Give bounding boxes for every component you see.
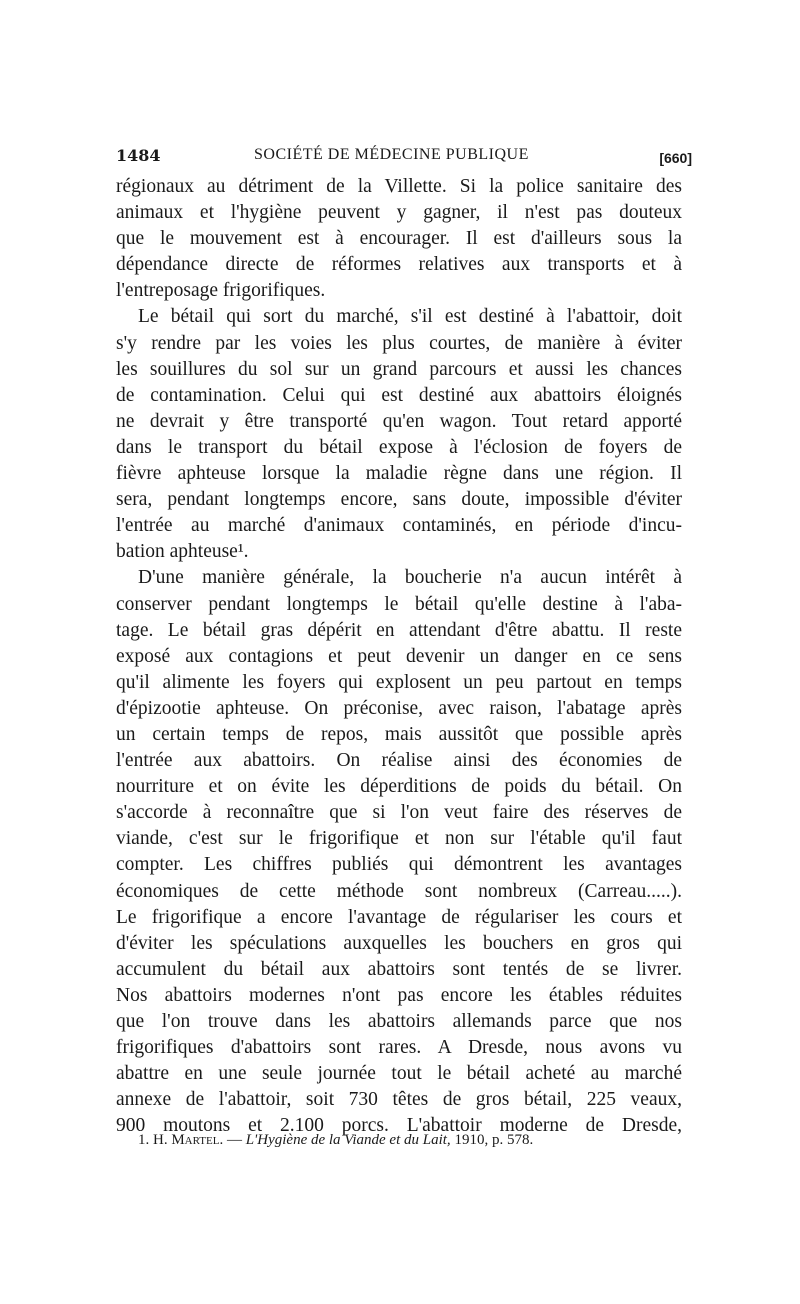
text-line: bation aphteuse¹. — [116, 541, 249, 563]
text-line: l'entreposage frigorifiques. — [116, 280, 326, 302]
text-line: dépendance directe de réformes relatives aux transports et à — [116, 254, 682, 276]
footnote-author: H. Martel. — [153, 1132, 224, 1148]
text-line: Le frigorifique a encore l'avantage de régulariser les cours et — [116, 906, 682, 928]
text-line: Nos abattoirs modernes n'ont pas encore les étables réduites — [116, 984, 682, 1006]
text-line: s'y rendre par les voies les plus courtes, de manière à éviter — [116, 332, 682, 354]
text-line: fièvre aphteuse lorsque la maladie règne dans une région. Il — [116, 463, 682, 485]
text-line: sera, pendant longtemps encore, sans doute, impossible d'éviter — [116, 489, 682, 511]
text-line: de contamination. Celui qui est destiné aux abattoirs éloignés — [116, 384, 682, 406]
footnote — [138, 1132, 533, 1149]
text-line: d'épizootie aphteuse. On préconise, avec raison, l'abatage après — [116, 697, 682, 719]
text-line: conserver pendant longtemps le bétail qu'elle destine à l'aba- — [116, 593, 682, 615]
footnote-dash: — — [223, 1132, 246, 1148]
page-number: 1484 — [116, 146, 161, 165]
running-header — [116, 146, 692, 172]
text-line: nourriture et on évite les déperditions de poids du bétail. On — [116, 776, 682, 798]
footnote-marker: 1. — [138, 1132, 153, 1148]
text-line: économiques de cette méthode sont nombreux (Carreau.....). — [116, 880, 682, 902]
footnote-book-title: L'Hygiène de la Viande et du Lait, — [245, 1132, 451, 1148]
text-line: D'une manière générale, la boucherie n'a aucun intérêt à — [138, 567, 682, 589]
text-line: compter. Les chiffres publiés qui démontrent les avantages — [116, 854, 682, 876]
text-line: viande, c'est sur le frigorifique et non sur l'étable qu'il faut — [116, 828, 682, 850]
text-line: annexe de l'abattoir, soit 730 têtes de gros bétail, 225 veaux, — [116, 1089, 682, 1111]
text-line: les souillures du sol sur un grand parcours et aussi les chances — [116, 358, 682, 380]
text-line: dans le transport du bétail expose à l'éclosion de foyers de — [116, 436, 682, 458]
text-line: ne devrait y être transporté qu'en wagon. Tout retard apporté — [116, 410, 682, 432]
text-line: l'entrée au marché d'animaux contaminés, en période d'incu- — [116, 515, 682, 537]
text-line: régionaux au détriment de la Villette. Si la police sanitaire des — [116, 176, 682, 197]
text-line: accumulent du bétail aux abattoirs sont tentés de se livrer. — [116, 958, 682, 980]
text-line: que le mouvement est à encourager. Il est d'ailleurs sous la — [116, 228, 682, 250]
section-number: [660] — [659, 150, 692, 166]
footnote-details: 1910, p. 578. — [450, 1132, 534, 1148]
text-line: s'accorde à reconnaître que si l'on veut faire des réserves de — [116, 802, 682, 824]
running-title: SOCIÉTÉ DE MÉDECINE PUBLIQUE — [254, 146, 529, 163]
text-line: qu'il alimente les foyers qui explosent un peu partout en temps — [116, 671, 682, 693]
text-line: frigorifiques d'abattoirs sont rares. A Dresde, nous avons vu — [116, 1037, 682, 1059]
text-line: tage. Le bétail gras dépérit en attendant d'être abattu. Il reste — [116, 619, 682, 641]
text-line: 900 moutons et 2.100 porcs. L'abattoir moderne de Dresde, — [116, 1115, 682, 1137]
text-line: exposé aux contagions et peut devenir un danger en ce sens — [116, 645, 682, 667]
text-line: que l'on trouve dans les abattoirs allemands parce que nos — [116, 1011, 682, 1032]
text-line: un certain temps de repos, mais aussitôt que possible après — [116, 723, 682, 745]
text-line: d'éviter les spéculations auxquelles les bouchers en gros qui — [116, 932, 682, 954]
page — [116, 146, 692, 1139]
body-text — [116, 174, 682, 1139]
text-line: abattre en une seule journée tout le bétail acheté au marché — [116, 1063, 682, 1085]
text-line: l'entrée aux abattoirs. On réalise ainsi des économies de — [116, 750, 682, 772]
text-line: Le bétail qui sort du marché, s'il est destiné à l'abattoir, doit — [138, 306, 682, 328]
text-line: animaux et l'hygiène peuvent y gagner, il n'est pas douteux — [116, 202, 682, 224]
